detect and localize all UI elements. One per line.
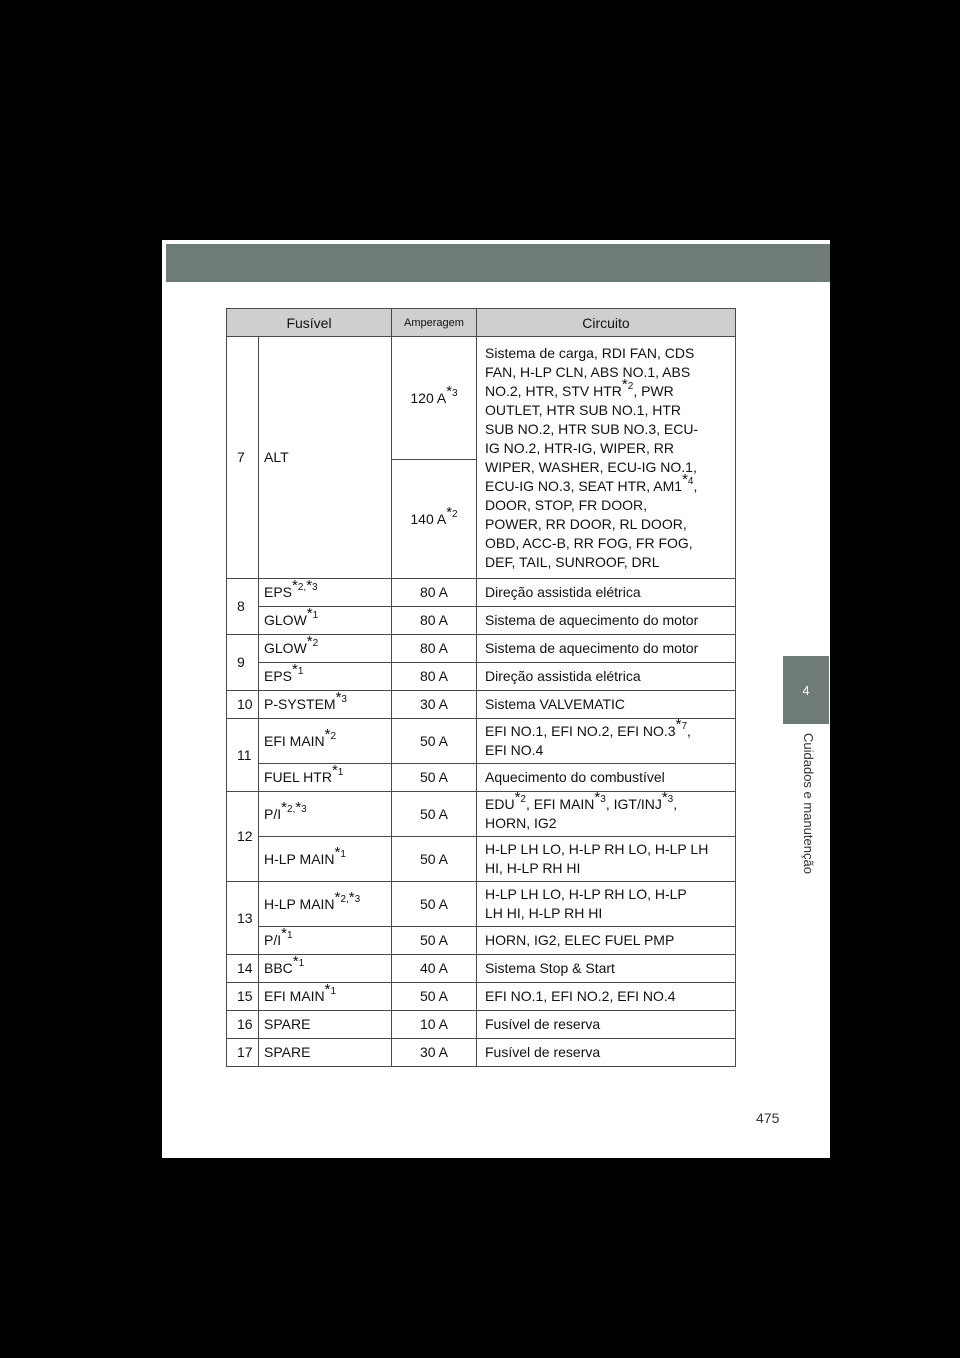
table-row xyxy=(227,764,736,792)
fuse-name: EFI MAIN$^{*2}$ xyxy=(259,719,392,764)
fuse-amperage: 50 A xyxy=(392,792,477,837)
table-row xyxy=(227,691,736,719)
fuse-number: 7 xyxy=(227,337,259,579)
chapter-label: Cuidados e manutenção xyxy=(801,733,816,874)
table-row xyxy=(227,882,736,927)
table-row xyxy=(227,837,736,882)
table-row xyxy=(227,955,736,983)
fuse-circuit: HORN, IG2, ELEC FUEL PMP xyxy=(477,927,736,955)
fuse-amperage: 30 A xyxy=(392,691,477,719)
fuse-number: 11 xyxy=(227,719,259,792)
fuse-circuit: EDU$^{*2}$, EFI MAIN$^{*3}$, IGT/INJ$^{*3}$, HORN, IG2 xyxy=(477,792,736,837)
fuse-name: $P/I^{*2,*3}$ xyxy=(259,792,392,837)
table-row xyxy=(227,1011,736,1039)
table-row xyxy=(227,635,736,663)
fuse-amperage: 80 A xyxy=(392,635,477,663)
fuse-name: GLOW$^{*1}$ xyxy=(259,607,392,635)
table-row xyxy=(227,579,736,607)
fuse-amperage: 140 $A^{*2}$ xyxy=(392,460,477,579)
table-row xyxy=(227,1039,736,1067)
fuse-name: BBC$^{*1}$ xyxy=(259,955,392,983)
fuse-circuit: H-LP LH LO, H-LP RH LO, H-LP LH HI, H-LP RH HI xyxy=(477,837,736,882)
fuse-number: 12 xyxy=(227,792,259,882)
fuse-name: EPS$^{*1}$ xyxy=(259,663,392,691)
fuse-name: EFI MAIN$^{*1}$ xyxy=(259,983,392,1011)
table-row xyxy=(227,927,736,955)
fuse-circuit: EFI NO.1, EFI NO.2, EFI NO.4 xyxy=(477,983,736,1011)
fuse-circuit: Sistema Stop & Start xyxy=(477,955,736,983)
fuse-number: 17 xyxy=(227,1039,259,1067)
fuse-amperage: 50 A xyxy=(392,927,477,955)
fuse-amperage: 80 A xyxy=(392,607,477,635)
fuse-circuit: Direção assistida elétrica xyxy=(477,579,736,607)
fuse-table xyxy=(226,308,736,1067)
page-number: 475 xyxy=(756,1110,780,1126)
fuse-amperage: 80 A xyxy=(392,663,477,691)
fuse-number: 16 xyxy=(227,1011,259,1039)
table-row xyxy=(227,663,736,691)
page-header-bar xyxy=(166,244,830,282)
fuse-name: $EPS^{*2,*3}$ xyxy=(259,579,392,607)
chapter-number: 4 xyxy=(802,683,810,698)
fuse-number: 8 xyxy=(227,579,259,635)
fuse-amperage: 80 A xyxy=(392,579,477,607)
fuse-name: ALT xyxy=(259,337,392,579)
fuse-name: SPARE xyxy=(259,1039,392,1067)
table-row xyxy=(227,337,736,460)
fuse-circuit: Sistema de carga, RDI FAN, CDS FAN, H-LP CLN, ABS NO.1, ABS NO.2, HTR, STV HTR$^{*2}$, PWR OUTLET, HTR SUB NO.1, HTR SUB NO.2, HTR SUB NO.3, ECU- IG NO.2, HTR-IG, WIPER, RR WIPER, WASHER, ECU-IG NO.1, ECU-IG NO.3, SEAT HTR, AM1$^{*4}$, DOOR, STOP, FR DOOR, POWER, RR DOOR, RL DOOR, OBD, ACC-B, RR FOG, FR FOG, DEF, TAIL, SUNROOF, DRL xyxy=(477,337,736,579)
fuse-amperage: 50 A xyxy=(392,882,477,927)
table-header-row xyxy=(227,309,736,337)
table-row xyxy=(227,792,736,837)
table-row xyxy=(227,719,736,764)
fuse-amperage: 50 A xyxy=(392,719,477,764)
fuse-name: SPARE xyxy=(259,1011,392,1039)
fuse-name: H-LP $MAIN^{*2,*3}$ xyxy=(259,882,392,927)
fuse-number: 9 xyxy=(227,635,259,691)
header-fuse: Fusível xyxy=(227,309,392,337)
chapter-tab[interactable] xyxy=(783,656,829,724)
header-circuit: Circuito xyxy=(477,309,736,337)
fuse-amperage: 30 A xyxy=(392,1039,477,1067)
fuse-circuit: Sistema de aquecimento do motor xyxy=(477,607,736,635)
fuse-circuit: Fusível de reserva xyxy=(477,1039,736,1067)
fuse-circuit: H-LP LH LO, H-LP RH LO, H-LP LH HI, H-LP RH HI xyxy=(477,882,736,927)
fuse-amperage: 10 A xyxy=(392,1011,477,1039)
fuse-circuit: Sistema VALVEMATIC xyxy=(477,691,736,719)
fuse-amperage: 50 A xyxy=(392,837,477,882)
header-amperage: Amperagem xyxy=(392,309,477,337)
fuse-name: $P/I^{*1}$ xyxy=(259,927,392,955)
fuse-amperage: 50 A xyxy=(392,764,477,792)
fuse-circuit: Direção assistida elétrica xyxy=(477,663,736,691)
fuse-circuit: EFI NO.1, EFI NO.2, EFI NO.3$^{*7}$, EFI NO.4 xyxy=(477,719,736,764)
table-row xyxy=(227,607,736,635)
fuse-circuit: Sistema de aquecimento do motor xyxy=(477,635,736,663)
fuse-name: FUEL HTR$^{*1}$ xyxy=(259,764,392,792)
fuse-number: 14 xyxy=(227,955,259,983)
table-row xyxy=(227,983,736,1011)
fuse-name: P-SYSTEM$^{*3}$ xyxy=(259,691,392,719)
fuse-number: 10 xyxy=(227,691,259,719)
fuse-name: H-LP MAIN$^{*1}$ xyxy=(259,837,392,882)
fuse-number: 15 xyxy=(227,983,259,1011)
fuse-number: 13 xyxy=(227,882,259,955)
fuse-amperage: 50 A xyxy=(392,983,477,1011)
fuse-circuit: Fusível de reserva xyxy=(477,1011,736,1039)
fuse-name: GLOW$^{*2}$ xyxy=(259,635,392,663)
fuse-amperage: 120 $A^{*3}$ xyxy=(392,337,477,460)
fuse-circuit: Aquecimento do combustível xyxy=(477,764,736,792)
fuse-amperage: 40 A xyxy=(392,955,477,983)
